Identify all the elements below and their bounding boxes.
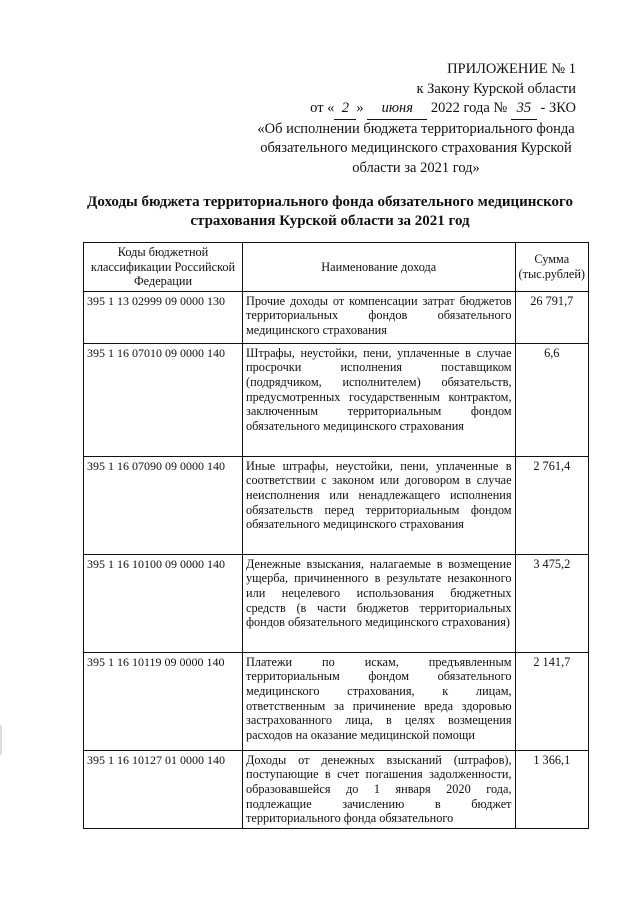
appendix-number: ПРИЛОЖЕНИЕ № 1 [447,61,576,77]
row-sum: 1 366,1 [515,750,588,828]
table-row [84,456,589,554]
scan-margin-mark [0,725,2,755]
row-name: Денежные взыскания, налагаемые в возмещение ущерба, причиненного в результате незаконного или нецелевого использования бюджетных средств (в части бюджетов территориальных фондов обязательного медицинского страхования) [243,554,516,652]
income-table [83,242,589,829]
law-suffix: - ЗКО [540,100,576,116]
row-code: 395 1 16 07090 09 0000 140 [84,456,243,554]
row-code: 395 1 16 07010 09 0000 140 [84,343,243,456]
appendix-date-line [256,99,576,120]
table-header-row [84,243,589,292]
row-name: Платежи по искам, предъявленным территориальным фондом обязательного медицинского страхования, к лицам, ответственным за причинение вреда здоровью застрахованного лица, в целях возмещения расходов на оказание медицинской помощи [243,652,516,750]
row-sum: 6,6 [515,343,588,456]
page-title: Доходы бюджета территориального фонда обязательного медицинского страхования Курской области за 2021 год [87,194,573,229]
date-month: июня [367,99,427,120]
appendix-subject: «Об исполнении бюджета территориального фонда обязательного медицинского страхования Курской области за 2021 год» [257,120,575,176]
table-row [84,750,589,828]
date-day: 2 [334,99,356,120]
table-row [84,554,589,652]
row-sum: 2 141,7 [515,652,588,750]
row-code: 395 1 16 10127 01 0000 140 [84,750,243,828]
row-name: Штрафы, неустойки, пени, уплаченные в случае просрочки исполнения поставщиком (подрядчиком, исполнителем) обязательств, предусмотренных государственным контрактом, заключенным территориальным фондом обязательного медицинского страхования [243,343,516,456]
row-name: Иные штрафы, неустойки, пени, уплаченные в соответствии с законом или договором в случае неисполнения или ненадлежащего исполнения обязательств перед территориальным фондом обязательного медицинского страхования [243,456,516,554]
row-code: 395 1 16 10119 09 0000 140 [84,652,243,750]
row-code: 395 1 13 02999 09 0000 130 [84,291,243,343]
header-code: Коды бюджетной классификации Российской Федерации [84,243,243,292]
row-name: Доходы от денежных взысканий (штрафов), поступающие в счет погашения задолженности, образовавшейся до 1 января 2020 года, подлежащие зачислению в бюджет территориального фонда обязательного [243,750,516,828]
appendix-law-reference: к Закону Курской области [416,80,576,97]
table-row [84,652,589,750]
row-code: 395 1 16 10100 09 0000 140 [84,554,243,652]
appendix-header [256,60,576,178]
table-row [84,343,589,456]
header-name: Наименование дохода [243,243,516,292]
date-mid: » [356,100,364,116]
row-sum: 2 761,4 [515,456,588,554]
row-sum: 3 475,2 [515,554,588,652]
table-row [84,291,589,343]
row-name: Прочие доходы от компенсации затрат бюджетов территориальных фондов обязательного медицинского страхования [243,291,516,343]
date-prefix: от « [310,100,335,116]
row-sum: 26 791,7 [515,291,588,343]
header-sum: Сумма (тыс.рублей) [515,243,588,292]
law-number: 35 [511,99,537,120]
date-year: 2022 года № [430,100,508,116]
